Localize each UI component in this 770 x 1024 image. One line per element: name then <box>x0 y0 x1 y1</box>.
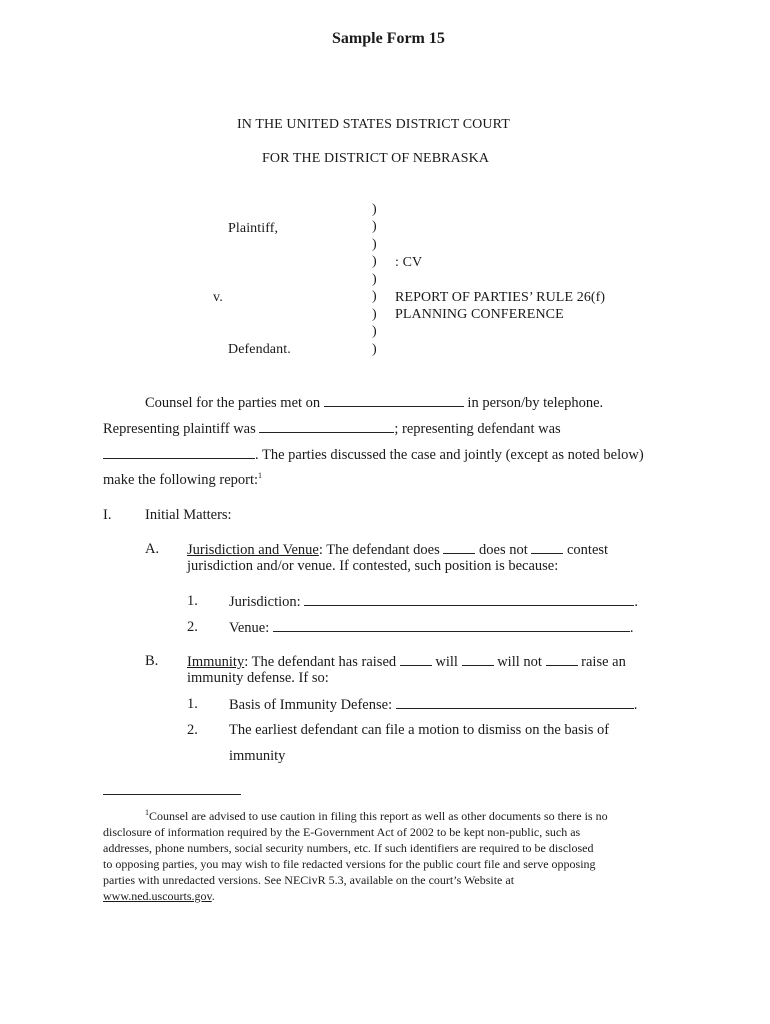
item-b2-line1: The earliest defendant can file a motion to dismiss on the basis of <box>229 722 610 738</box>
item-a-text1: : The defendant does <box>318 542 440 558</box>
item-a-text2: does not <box>479 542 528 558</box>
rep-defendant-label: ; representing defendant was <box>394 421 561 437</box>
caption-paren: ) <box>372 272 377 287</box>
does-not-contest-blank[interactable] <box>531 540 563 554</box>
immunity-basis-blank[interactable] <box>396 695 634 709</box>
will-not-raise-blank[interactable] <box>462 652 494 666</box>
item-b1 <box>229 695 637 714</box>
item-b-text4: raise an <box>581 654 626 670</box>
report-text: make the following report: <box>103 472 259 488</box>
discussed-text: . The parties discussed the case and jointly (except as noted below) <box>255 447 644 463</box>
footnote-line4: to opposing parties, you may wish to file redacted versions for the public court file and serve opposing <box>103 857 596 871</box>
court-district: FOR THE DISTRICT OF NEBRASKA <box>262 151 490 166</box>
item-a-line2: jurisdiction and/or venue. If contested, such position is because: <box>187 558 559 574</box>
caption-paren: ) <box>372 254 377 269</box>
jurisdiction-venue-title: Jurisdiction and Venue <box>187 542 319 558</box>
caption-paren: ) <box>372 289 377 304</box>
footnote-line3: addresses, phone numbers, social security numbers, etc. If such identifiers are required to be disclosed <box>103 841 594 855</box>
footnote-line6 <box>103 888 215 904</box>
footnote-text1: Counsel are advised to use caution in filing this report as well as other documents so there is no <box>149 809 608 823</box>
will-raise-blank[interactable] <box>400 652 432 666</box>
item-b1-number: 1. <box>187 696 198 712</box>
footnote-line1 <box>145 808 608 824</box>
item-a2-number: 2. <box>187 619 198 635</box>
immunity-basis-label: Basis of Immunity Defense: <box>229 697 393 713</box>
venue-label: Venue: <box>229 620 270 636</box>
defendant-counsel-blank[interactable] <box>103 445 255 459</box>
caption-paren: ) <box>372 342 377 357</box>
report-title-line1: REPORT OF PARTIES’ RULE 26(f) <box>395 290 606 305</box>
court-name: IN THE UNITED STATES DISTRICT COURT <box>237 117 510 132</box>
section-heading: Initial Matters: <box>145 507 232 523</box>
form-title: Sample Form 15 <box>332 30 445 47</box>
item-b2-number: 2. <box>187 722 198 738</box>
period: . <box>211 889 215 903</box>
plaintiff-label: Plaintiff, <box>228 221 279 236</box>
item-b2-line2: immunity <box>229 748 286 764</box>
item-a1 <box>229 592 638 611</box>
footnote-line2: disclosure of information required by the E-Government Act of 2002 to be kept non-public, such as <box>103 825 581 839</box>
item-a1-number: 1. <box>187 593 198 609</box>
does-contest-blank[interactable] <box>443 540 475 554</box>
plaintiff-counsel-blank[interactable] <box>259 419 394 433</box>
court-website-link[interactable]: www.ned.uscourts.gov <box>103 889 212 903</box>
footnote-separator <box>103 794 241 795</box>
defendant-label: Defendant. <box>228 342 291 357</box>
period: . <box>629 620 634 636</box>
jurisdiction-blank[interactable] <box>304 592 634 606</box>
jurisdiction-label: Jurisdiction: <box>229 594 301 610</box>
caption-paren: ) <box>372 219 377 234</box>
item-b-text3: will not <box>497 654 542 670</box>
section-number: I. <box>103 507 112 523</box>
caption-paren: ) <box>372 237 377 252</box>
period: . <box>633 697 638 713</box>
item-b-text2: will <box>435 654 458 670</box>
item-a-letter: A. <box>145 541 160 557</box>
item-b-line2: immunity defense. If so: <box>187 670 329 686</box>
intro-line1 <box>145 393 603 412</box>
report-title-line2: PLANNING CONFERENCE <box>395 307 564 322</box>
versus-label: v. <box>213 290 223 305</box>
raise-blank[interactable] <box>546 652 578 666</box>
footnote-ref[interactable]: 1 <box>258 471 263 481</box>
caption-paren: ) <box>372 324 377 339</box>
venue-blank[interactable] <box>273 618 630 632</box>
rep-plaintiff-label: Representing plaintiff was <box>103 421 256 437</box>
intro-line4 <box>103 471 262 489</box>
footnote-line5: parties with unredacted versions. See NECivR 5.3, available on the court’s Website at <box>103 873 515 887</box>
meeting-date-blank[interactable] <box>324 393 464 407</box>
case-number: : CV <box>395 255 423 270</box>
caption-paren: ) <box>372 202 377 217</box>
immunity-title: Immunity <box>187 654 245 670</box>
period: . <box>634 594 638 610</box>
intro-line2 <box>103 419 561 438</box>
item-a-text3: contest <box>567 542 609 558</box>
met-suffix: in person/by telephone. <box>467 395 604 411</box>
item-b-text1: : The defendant has raised <box>244 654 397 670</box>
item-b-letter: B. <box>145 653 159 669</box>
item-a2 <box>229 618 634 637</box>
footnote-mark: 1 <box>145 808 149 817</box>
intro-line3 <box>103 445 644 464</box>
caption-paren: ) <box>372 307 377 322</box>
met-prefix: Counsel for the parties met on <box>145 395 321 411</box>
